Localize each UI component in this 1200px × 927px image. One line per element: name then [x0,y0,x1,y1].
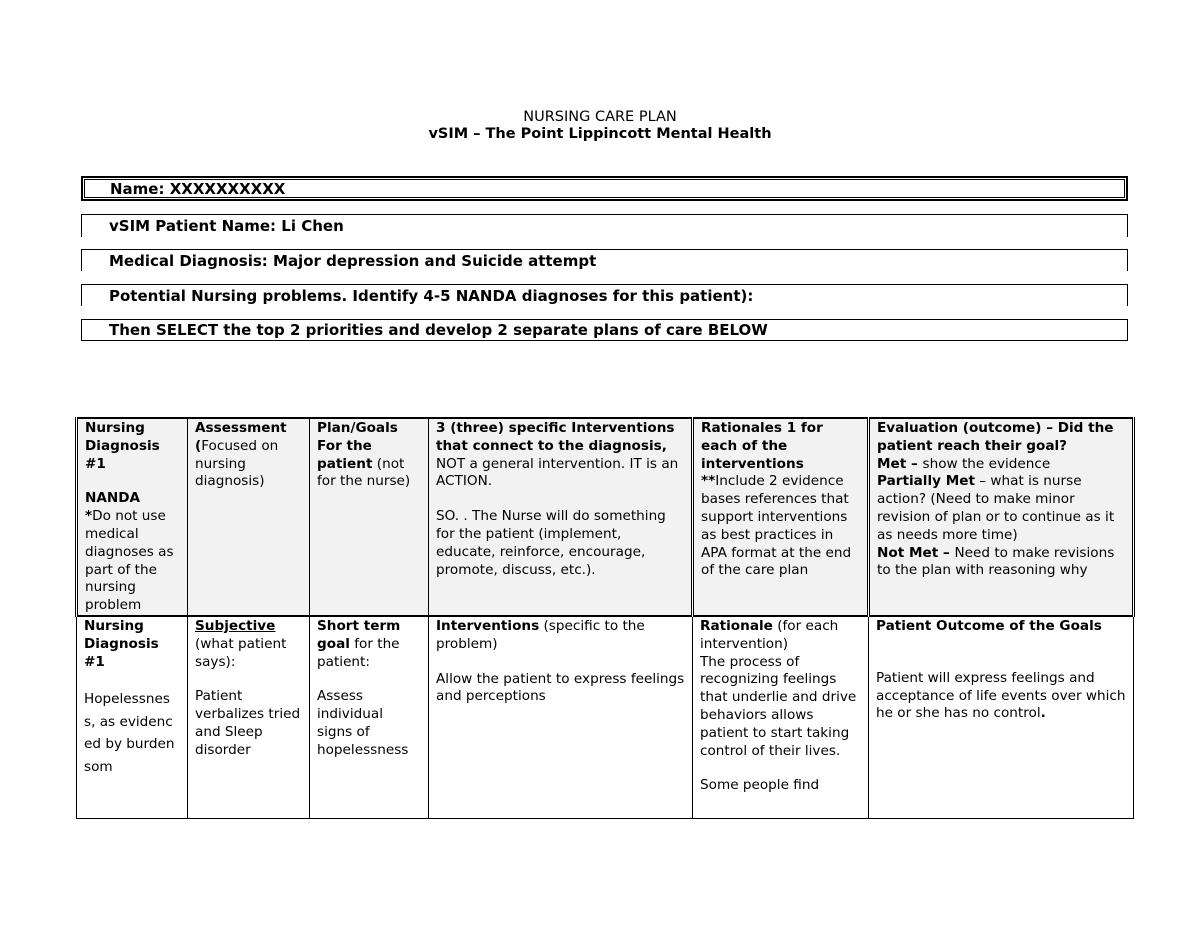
header-nursing-diagnosis: Nursing Diagnosis #1 NANDA *Do not use medical diagnoses as part of the nursing problem [77,418,188,616]
patient-name-field[interactable] [81,214,1128,237]
cell-plan-goals[interactable]: Short term goal for the patient: Assess individual signs of hopelessness [310,616,429,819]
patient-name-text: vSIM Patient Name: Li Chen [109,217,344,235]
cell-rationale[interactable]: Rationale (for each intervention) The process of recognizing feelings that underlie and drive behaviors allows patient to start taking control of their lives. Some people find [693,616,869,819]
header-assessment: Assessment (Focused on nursing diagnosis) [188,418,310,616]
potential-problems-field[interactable] [81,284,1128,306]
table-header-row [77,418,1134,616]
header-plan-goals: Plan/Goals For the patient (not for the nurse) [310,418,429,616]
potential-problems-text: Potential Nursing problems. Identify 4-5 NANDA diagnoses for this patient): [109,286,754,305]
header-rationales: Rationales 1 for each of the interventions **Include 2 evidence bases references that support interventions as best practices in APA format at the end of the care plan [693,418,869,616]
select-priorities-text: Then SELECT the top 2 priorities and develop 2 separate plans of care BELOW [109,321,768,339]
nanda-label: NANDA [85,490,141,507]
cell-assessment[interactable]: Subjective (what patient says): Patient verbalizes tried and Sleep disorder [188,616,310,819]
medical-diagnosis-field[interactable] [81,249,1128,271]
cell-nursing-diagnosis[interactable]: Nursing Diagnosis #1 Hopelessness, as evidenced by burdensom [77,616,188,819]
document-subtitle: vSIM – The Point Lippincott Mental Health [428,126,772,142]
cell-interventions[interactable]: Interventions (specific to the problem) Allow the patient to express feelings and perceptions [429,616,693,819]
cell-patient-outcome[interactable]: Patient Outcome of the Goals Patient will express feelings and acceptance of life events over which he or she has no control. [869,616,1134,819]
student-name-text: Name: XXXXXXXXXX [110,179,286,198]
header-interventions: 3 (three) specific Interventions that connect to the diagnosis, NOT a general intervention. IT is an ACTION. SO. . The Nurse will do something for the patient (implement, educate, reinforce, encourage, promote, discuss, etc.). [429,418,693,616]
table-row [77,616,1134,819]
select-priorities-field[interactable] [81,319,1128,341]
student-name-field[interactable] [81,176,1128,201]
document-title: NURSING CARE PLAN [523,109,677,125]
header-evaluation: Evaluation (outcome) – Did the patient reach their goal? Met – show the evidence Partially Met – what is nurse action? (Need to make minor revision of plan or to continue as it as needs more time) Not Met – Need to make revisions to the plan with reasoning why [869,418,1134,616]
medical-diagnosis-text: Medical Diagnosis: Major depression and Suicide attempt [109,251,597,270]
care-plan-table [75,417,1135,819]
